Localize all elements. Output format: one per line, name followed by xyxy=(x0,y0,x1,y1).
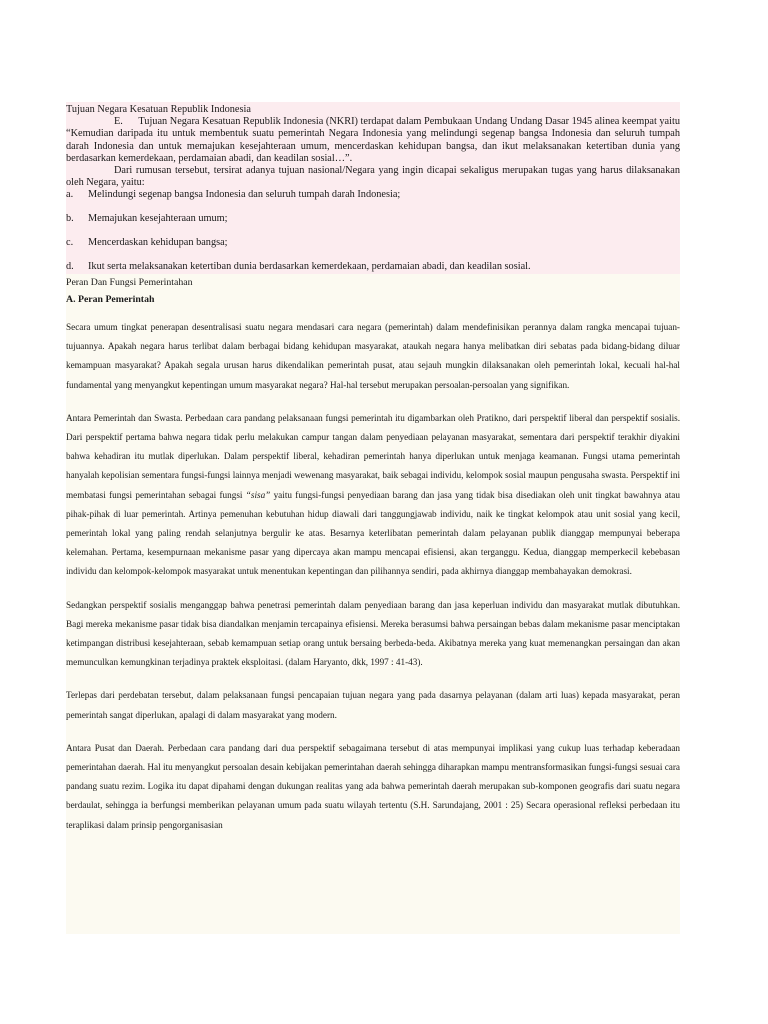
goal-item-a xyxy=(66,189,680,201)
paragraph-2 xyxy=(66,409,680,582)
paragraph-1: Secara umum tingkat penerapan desentralisasi suatu negara mendasari cara negara (pemerintah) dalam mendefinisikan perannya dalam rangka mencapai tujuan-tujuannya. Apakah negara harus terlibat dalam berbagai bidang kehidupan masyarakat, ataukah negara hanya melibatkan diri sebatas pada bidang-bidang diluar kemampuan masyarakat? Apakah segala urusan harus dikendalikan pemerintah pusat, atau sejauh mungkin dilaksanakan oleh pemerintah lokal, kecuali hal-hal fundamental yang menyangkut kepentingan umum masyarakat negara? Hal-hal tersebut merupakan persoalan-persoalan yang signifikan. xyxy=(66,322,680,390)
goal-marker: d. xyxy=(66,261,74,273)
paragraph-3: Sedangkan perspektif sosialis menganggap bahwa penetrasi pemerintah dalam penyediaan barang dan jasa keperluan individu dan masyarakat mutlak dibutuhkan. Bagi mereka mekanisme pasar tidak bisa diandalkan menjamin tercapainya efisiensi. Mereka berasumsi bahwa persaingan bebas dalam mekanisme pasar menciptakan ketimpangan distribusi kesejahteraan, sebab kemampuan setiap orang untuk bersaing berbeda-beda. Akibatnya mereka yang kuat memenangkan persaingan dan akan memunculkan kemungkinan terjadinya praktek eksploitasi. (dalam Haryanto, dkk, 1997 : 41-43). xyxy=(66,599,680,668)
section-title: Tujuan Negara Kesatuan Republik Indonesia xyxy=(66,104,251,115)
goal-marker: c. xyxy=(66,236,74,248)
goal-item-b xyxy=(66,213,680,225)
section-heading: Peran Dan Fungsi Pemerintahan xyxy=(66,277,193,288)
paragraph-5: Antara Pusat dan Daerah. Perbedaan cara pandang dari dua perspektif sebagaimana tersebut di atas mempunyai implikasi yang cukup luas terhadap keberadaan pemerintahan daerah. Hal itu menyangkut persoalan desain kebijakan pemerintahan daerah sehingga diharapkan mampu mentransformasikan fungsi-fungsi sesuai cara pandang suatu rezim. Logika itu dapat dipahami dengan dukungan realitas yang ada bahwa pemerintah daerah merupakan sub-komponen geografis dari suatu negara berdaulat, sehingga ia berfungsi memberikan pelayanan umum pada suatu wilayah tertentu (S.H. Sarundajang, 2001 : 25) Secara operasional refleksi perbedaan itu teraplikasi dalam prinsip pengorganisasian xyxy=(66,742,680,830)
goal-marker: b. xyxy=(66,212,74,224)
intro-text: Tujuan Negara Kesatuan Republik Indonesia (NKRI) terdapat dalam Pembukaan Undang Undang Dasar 1945 alinea keempat yaitu “Kemudian daripada itu untuk membentuk suatu pemerintah Negara Indonesia yang melindungi segenap bangsa Indonesia dan seluruh tumpah darah Indonesia dan untuk memajukan kesejahteraan umum, mencerdaskan kehidupan bangsa, dan ikut melaksanakan ketertiban dunia yang berdasarkan kemerdekaan, perdamaian abadi, dan keadilan sosial…”. xyxy=(66,116,680,164)
intro-label: E. xyxy=(114,116,123,128)
summary-paragraph: Dari rumusan tersebut, tersirat adanya tujuan nasional/Negara yang ingin dicapai sekaligus merupakan tugas yang harus dilaksanakan oleh Negara, yaitu: xyxy=(66,165,680,189)
national-goals-section xyxy=(66,102,680,274)
paragraph-2-part-1: Antara Pemerintah dan Swasta. Perbedaan cara pandang pelaksanaan fungsi pemerintah itu digambarkan oleh Pratikno, dari perspektif liberal dan perspektif sosialis. Dari perspektif pertama bahwa negara tidak perlu melakukan campur tangan dalam penyediaan pelayanan masyarakat, sementara dari perspektif terakhir diyakini bahwa kehadiran itu mutlak diperlukan. Dalam perspektif liberal, kehadiran pemerintah hanya diperlukan untuk menjaga keamanan. Fungsi utama pemerintah hanyalah kepolisian sementara fungsi-fungsi lainnya menjadi wewenang masyarakat, baik sebagai individu, kelompok sosial maupun pengusaha swasta. Perspektif ini membatasi fungsi pemerintahan sebagai fungsi xyxy=(66,412,680,500)
government-role-section xyxy=(66,274,680,934)
paragraph-4: Terlepas dari perdebatan tersebut, dalam pelaksanaan fungsi pencapaian tujuan negara yang pada dasarnya pelayanan (dalam arti luas) kepada masyarakat, peran pemerintah sangat diperlukan, apalagi di dalam masyarakat yang modern. xyxy=(66,690,680,720)
goal-text: Ikut serta melaksanakan ketertiban dunia berdasarkan kemerdekaan, perdamaian abadi, dan keadilan sosial. xyxy=(88,261,531,273)
paragraph-2-part-2: yaitu fungsi-fungsi penyediaan barang dan jasa yang tidak bisa disediakan oleh unit tingkat bawahnya atau pihak-pihak di luar pemerintah. Artinya pemenuhan kebutuhan hidup diawali dari tanggungjawab individu, naik ke tingkat kelompok atau unit sosial yang kecil, pemerintah lokal yang paling rendah selanjutnya bergulir ke atas. Besarnya keterlibatan pemerintah dalam pelayanan publik dianggap mempunyai beberapa kelemahan. Pertama, kesempurnaan mekanisme pasar yang dipercaya akan mampu mencapai efisiensi, akan terganggu. Kedua, dianggap memperkecil kebebasan individu dan kelompok-kelompok masyarakat untuk menentukan kepentingan dan pilihannya sendiri, pada akhirnya dianggap membahayakan demokrasi. xyxy=(66,489,680,577)
emphasis-sisa: “sisa” xyxy=(245,489,271,500)
goal-item-d xyxy=(66,261,680,273)
sub-heading: A. Peran Pemerintah xyxy=(66,294,155,305)
goal-item-c xyxy=(66,237,680,249)
goal-marker: a. xyxy=(66,189,74,201)
goal-text: Mencerdaskan kehidupan bangsa; xyxy=(88,236,228,248)
intro-paragraph xyxy=(66,116,680,165)
goal-text: Melindungi segenap bangsa Indonesia dan seluruh tumpah darah Indonesia; xyxy=(88,189,401,201)
goal-text: Memajukan kesejahteraan umum; xyxy=(88,212,228,224)
